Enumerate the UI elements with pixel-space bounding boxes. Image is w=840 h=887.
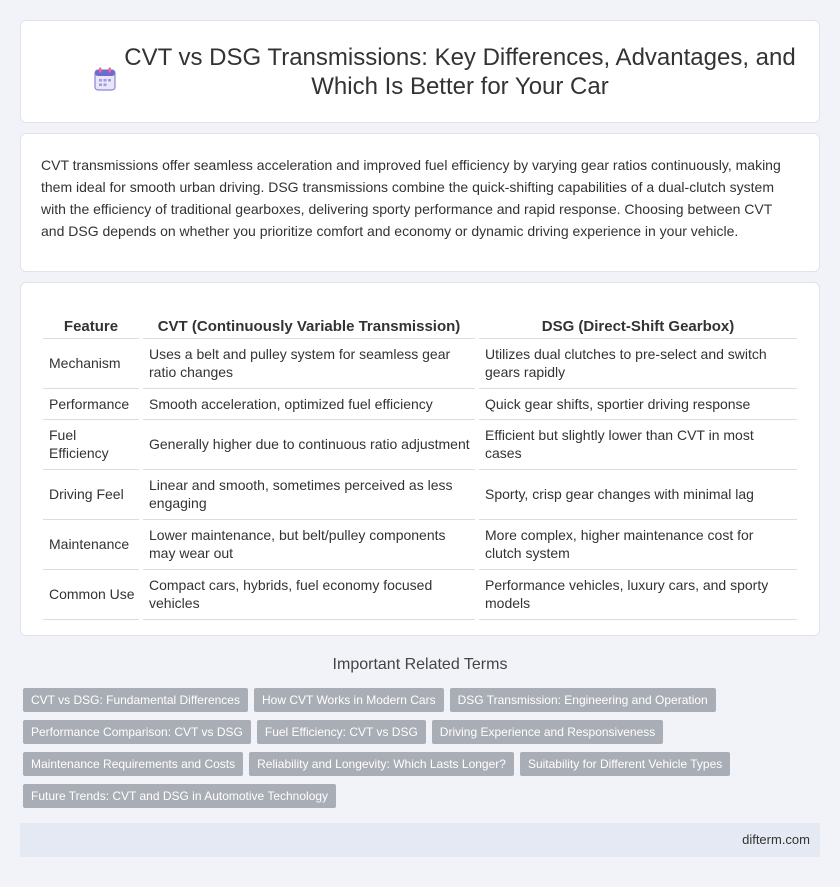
comparison-table-card: [20, 282, 820, 636]
related-term-tag[interactable]: Suitability for Different Vehicle Types: [520, 752, 730, 776]
table-row: [43, 338, 797, 388]
related-term-tag[interactable]: CVT vs DSG: Fundamental Differences: [23, 688, 248, 712]
cvt-cell: Generally higher due to continuous ratio adjustment: [141, 419, 477, 469]
table-row: [43, 569, 797, 619]
cvt-cell: Linear and smooth, sometimes perceived as less engaging: [141, 469, 477, 519]
cvt-cell: Compact cars, hybrids, fuel economy focused vehicles: [141, 569, 477, 619]
comparison-table: [43, 311, 797, 620]
related-term-tag[interactable]: Maintenance Requirements and Costs: [23, 752, 243, 776]
dsg-cell: Quick gear shifts, sportier driving response: [477, 388, 797, 419]
related-term-tag[interactable]: DSG Transmission: Engineering and Operation: [450, 688, 716, 712]
feature-cell: Common Use: [43, 569, 141, 619]
related-term-tag[interactable]: Future Trends: CVT and DSG in Automotive Technology: [23, 784, 336, 808]
footer-site-link[interactable]: difterm.com: [742, 832, 810, 847]
feature-cell: Maintenance: [43, 519, 141, 569]
feature-cell: Driving Feel: [43, 469, 141, 519]
footer: [20, 823, 820, 857]
table-row: [43, 419, 797, 469]
title-card: [20, 20, 820, 123]
page-title: CVT vs DSG Transmissions: Key Differences, Advantages, and Which Is Better for Your Car: [124, 44, 796, 100]
related-term-tag[interactable]: Performance Comparison: CVT vs DSG: [23, 720, 251, 744]
header-cvt: CVT (Continuously Variable Transmission): [141, 311, 477, 338]
cvt-cell: Uses a belt and pulley system for seamless gear ratio changes: [141, 338, 477, 388]
dsg-cell: More complex, higher maintenance cost for clutch system: [477, 519, 797, 569]
cvt-cell: Smooth acceleration, optimized fuel efficiency: [141, 388, 477, 419]
related-term-tag[interactable]: Driving Experience and Responsiveness: [432, 720, 663, 744]
header-feature: Feature: [43, 311, 141, 338]
table-row: [43, 519, 797, 569]
feature-cell: Performance: [43, 388, 141, 419]
related-term-tag[interactable]: Fuel Efficiency: CVT vs DSG: [257, 720, 426, 744]
related-terms-list: [23, 688, 813, 808]
feature-cell: Mechanism: [43, 338, 141, 388]
feature-cell: Fuel Efficiency: [43, 419, 141, 469]
dsg-cell: Performance vehicles, luxury cars, and sporty models: [477, 569, 797, 619]
related-term-tag[interactable]: How CVT Works in Modern Cars: [254, 688, 444, 712]
intro-card: [20, 133, 820, 272]
table-header-row: [43, 311, 797, 338]
table-row: [43, 469, 797, 519]
intro-paragraph: CVT transmissions offer seamless acceleration and improved fuel efficiency by varying gear ratios continuously, making them ideal for smooth urban driving. DSG transmissions combine the quick-shifting capabilities of a dual-clutch system with the efficiency of traditional gearboxes, delivering sporty performance and rapid response. Choosing between CVT and DSG depends on whether you prioritize comfort and economy or dynamic driving experience in your vehicle.: [41, 157, 781, 239]
related-terms-title: Important Related Terms: [332, 656, 508, 673]
dsg-cell: Utilizes dual clutches to pre-select and switch gears rapidly: [477, 338, 797, 388]
cvt-cell: Lower maintenance, but belt/pulley components may wear out: [141, 519, 477, 569]
table-row: [43, 388, 797, 419]
dsg-cell: Sporty, crisp gear changes with minimal lag: [477, 469, 797, 519]
dsg-cell: Efficient but slightly lower than CVT in most cases: [477, 419, 797, 469]
related-term-tag[interactable]: Reliability and Longevity: Which Lasts Longer?: [249, 752, 514, 776]
header-dsg: DSG (Direct-Shift Gearbox): [477, 311, 797, 338]
calendar-icon: [94, 67, 116, 91]
